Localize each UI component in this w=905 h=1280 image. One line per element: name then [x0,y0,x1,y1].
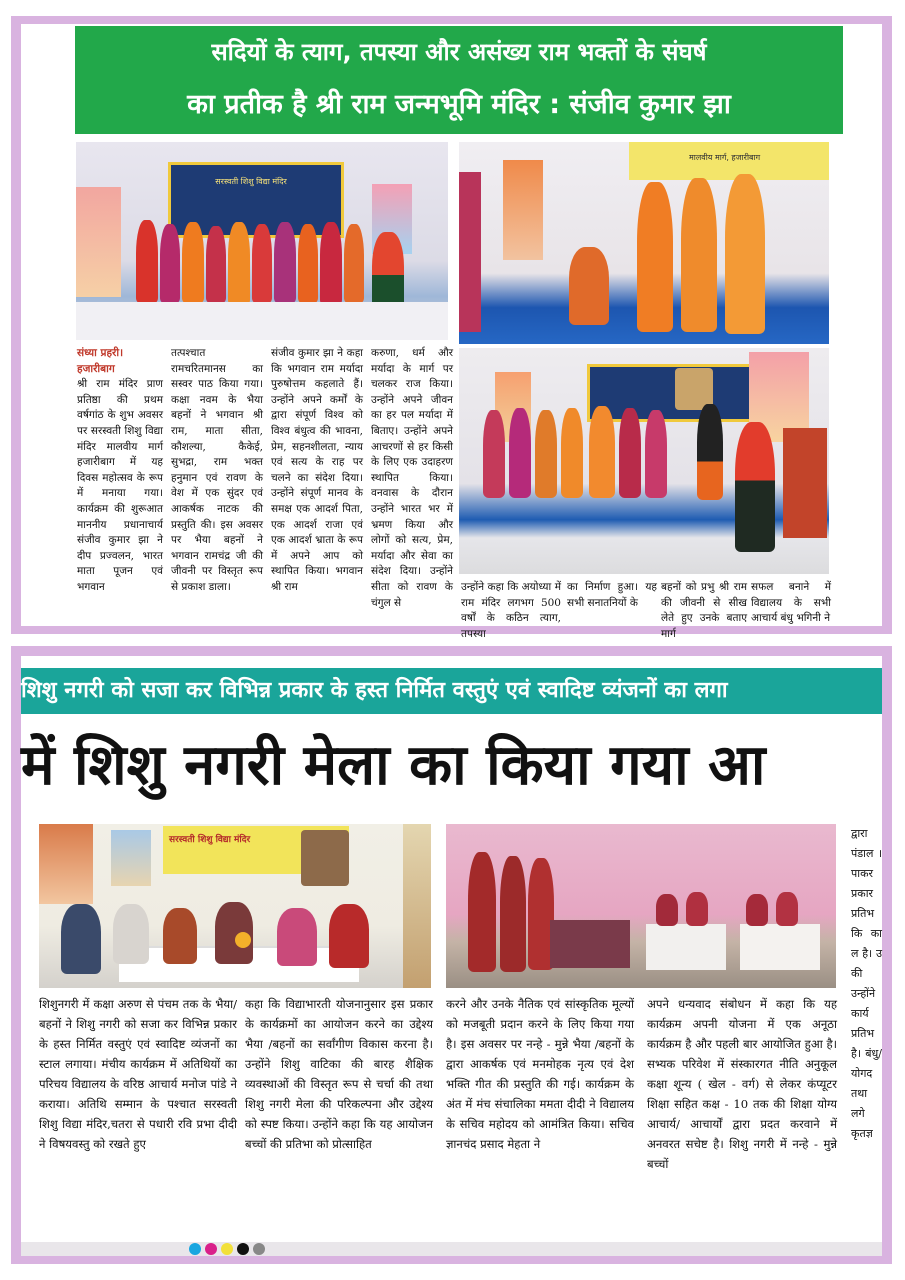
costume-figure [697,404,723,500]
wall-poster [76,187,121,297]
column-text: संजीव कुमार झा ने कहा कि भगवान राम मर्यादा पुरुषोत्तम कहलाते हैं। उन्होंने अपने कर्मों के द्वारा संपूर्ण विश्व को विश्व बंधुत्व की भावना, प्रेम, सहनशीलता, न्याय एवं सत्य के राह पर चलने का संदेश दिया। उन्होंने संपूर्ण मानव के समक्ष एक आदर्श पिता, एक आदर्श राजा एवं एक आदर्श भ्राता के रूप में अपने आप को स्थापित किया। भगवान श्री राम [271,347,363,593]
hanuman-figure [569,247,609,325]
column-text: अपने धन्यवाद संबोधन में कहा कि यह कार्यक्रम अपनी योजना में एक अनूठा कार्यक्रम है और पहली बार आयोजित हुआ है। सभ्यक परिवेश में संस्कारगत नीति अनुकूल कक्षा शून्य ( खेल - वर्ग) से लेकर कंप्यूटर शिक्षा सहित कक्ष - 10 तक की शिक्षा योग्य आचार्य/ आचार्यों द्वारा प्रदत करवाने में अनवरत सचेष्ट है। शिशु नगरी में नन्हे - मुन्ने बच्चों [647,997,837,1171]
ram-portrait [301,830,349,886]
costume-figure [274,222,296,304]
costume-figure [619,408,641,498]
dignitaries-photo [39,824,431,988]
seated-guest [113,904,149,964]
side-poster [403,824,431,988]
clipping-paper-bottom [21,656,882,1256]
stage-floor [76,302,448,340]
column-text: कहा कि विद्याभारती योजनानुसार इस प्रकार के कार्यक्रमों का आयोजन करने का उद्देश्य भैया /बहनों का सर्वांगीण विकास करना है। उन्होंने शिशु वाटिका की बारह शैक्षिक व्यवस्थाओं की विस्तृत रूप से चर्चा की तथा शिशु नगरी मेला की परिकल्पना और उद्देश्य को स्पष्ट किया। उन्होंने कहा कि यह आयोजन बच्चों की प्रतिभा को प्रोत्साहित [245,997,433,1151]
costume-figure [645,410,667,498]
column-text: बहनों को प्रभु श्री राम की जीवनी से सीख लेते हुए उनके बताए मार्ग [661,581,747,640]
costume-figure [136,220,158,304]
dateline-place: हजारीबाग [77,362,115,375]
seated-guest [163,908,197,964]
column-text: करने और उनके नैतिक एवं सांस्कृतिक मूल्यों को मजबूती प्रदान करने के लिए किया गया है। इस अवसर पर नन्हे - मुन्ने भैया /बहनों के द्वारा आकर्षक एवं मनमोहक नृत्य एवं देश भक्ति गीत की प्रस्तुति की गई। कार्यक्रम के अंत में मंच संचालिका ममता दीदी ने विद्यालय के सचिव महोदय को आमंत्रित किया। सचिव ज्ञानचंद प्रसाद मेहता ने [446,997,634,1151]
fair-edge-column [851,824,882,1256]
costume-figure [735,422,775,552]
bottom-column-3 [661,580,747,640]
student-figure [500,856,526,972]
costume-figure [483,410,505,498]
costume-figure [252,224,272,304]
stage-banner-label: सरस्वती शिशु विद्या मंदिर [215,177,287,186]
stall-table [646,924,726,970]
student-figure [686,892,708,926]
costume-figure [344,224,364,304]
clipping-paper-top [21,24,882,640]
sub-headline: शिशु नगरी को सजा कर विभिन्न प्रकार के हस्त निर्मित वस्तुएं एवं स्वादिष्ट व्यंजनों का लगा [21,668,882,714]
fair-stalls-photo [446,824,836,988]
student-figure [656,894,678,926]
seated-guest [61,904,101,974]
costume-figure [535,410,557,498]
flower-vase [235,932,251,948]
student-figure [776,892,798,926]
wall-poster [39,824,93,904]
column-text: उन्होंने कहा कि अयोध्या में राम मंदिर लगभग 500 वर्षों के कठिन त्याग, तपस्या [461,581,561,640]
column-text: तत्पश्चात रामचरितमानस का सस्वर पाठ किया गया। कक्षा नवम के भैया बहनों ने भगवान श्री राम, माता सीता, कौशल्या, कैकेई, सुभद्रा, राम भक्त हनुमान एवं रावण के वेश में एक सुंदर एवं आकर्षक नाटक की प्रस्तुति की। इस अवसर पर भैया बहनों ने भगवान रामचंद्र जी की जीवनी पर विस्तृत रूप से प्रकाश डाला। [171,347,263,593]
column-text: श्री राम मंदिर प्राण प्रतिष्ठा की प्रथम वर्षगांठ के शुभ अवसर पर सरस्वती शिशु विद्या मंदिर मालवीय मार्ग हजारीबाग में यह दिवस महोत्सव के रूप में मनाया गया। कार्यक्रम की शुरूआत माननीय प्रधानाचार्य संजीव कुमार झा ने दीप प्रज्वलन, भारत माता पूजन एवं भगवान [77,378,163,593]
costume-figure [589,406,615,498]
article-column-3 [271,346,363,628]
fair-column-3 [446,994,634,1256]
banner-text: सरस्वती शिशु विद्या मंदिर [169,835,251,845]
column-text: करुणा, धर्म और मर्यादा के मार्ग पर चलकर राज किया। उन्होंने अपने जीवन का हर पल मर्यादा में बिताए। उन्होंने अपने आचरणों से हर किसी के लिए एक उदाहरण स्थापित किया। वनवास के दौरान उन्होंने भारत भर में भ्रमण किया और लोगों को सत्य, प्रेम, मर्यादा और सेवा का संदेश दिया। उन्होंने सीता को रावण के चंगुल से [371,347,453,609]
stage-drama-photo [459,348,829,574]
headline-line-1: सदियों के त्याग, तपस्या और असंख्य राम भक्तों के संघर्ष [211,38,707,66]
costume-figure [182,222,204,304]
registration-dot [205,1243,217,1255]
main-headline [75,26,843,134]
registration-dot [253,1243,265,1255]
banner-text: मालवीय मार्ग, हजारीबाग [689,153,761,162]
saffron-costume-figure [725,174,765,334]
costume-figure [206,226,226,304]
fair-column-1 [39,994,237,1256]
seated-guest [277,908,317,966]
stage-group-photo [76,142,448,340]
costume-figure [228,222,250,306]
student-figure [468,852,496,972]
clipping-frame-bottom [11,646,892,1264]
stage-banner-image [587,364,753,422]
column-text: सफल बनाने में विद्यालय के सभी आचार्य बंधु भगिनी ने [751,581,831,625]
decorated-stand [783,428,827,538]
registration-strip [21,1242,882,1256]
bottom-column-1 [461,580,561,640]
saffron-costume-figure [681,178,717,332]
registration-dot [237,1243,249,1255]
costume-figure [509,408,531,498]
saffron-costume-figure [637,182,673,332]
dateline-source: संध्या प्रहरी। [77,347,124,359]
costume-figure [298,224,318,304]
registration-dot [221,1243,233,1255]
curtain [459,172,481,332]
headline-line-2: का प्रतीक है श्री राम जन्मभूमि मंदिर : संजीव कुमार झा [187,89,731,120]
fair-column-2 [245,994,433,1256]
stall-table [550,920,630,968]
bottom-column-2 [567,580,657,626]
costume-figure [320,222,342,306]
ram-hanuman-photo [459,142,829,344]
fair-column-4 [647,994,837,1256]
column-text: द्वारा पंडाल । पाकर प्रकार प्रतिभ कि का ल है। उ की उन्होंने कार्य प्रतिभ है। बंधु/ योगद तथा लगे कृतज्ञ [851,827,882,1140]
wall-poster [503,160,543,260]
wall-poster [111,830,151,886]
costume-figure [160,224,180,304]
student-figure [746,894,768,926]
bottom-column-4 [751,580,831,626]
stall-table [740,924,820,970]
article-column-4 [371,346,453,628]
column-text: का निर्माण हुआ। यह सभी सनातनियों के [567,581,657,609]
costume-figure [561,408,583,498]
main-headline: में शिशु नगरी मेला का किया गया आ [21,733,766,798]
article-column-1 [77,346,163,628]
clipping-frame-top [11,16,892,640]
seated-guest [329,904,369,968]
registration-dot [189,1243,201,1255]
article-column-2 [171,346,263,628]
column-text: शिशुनगरी में कक्षा अरुण से पंचम तक के भैया/बहनों ने शिशु नगरी को सजा कर विभिन्न प्रकार के हस्त निर्मित वस्तुएं एवं स्वादिष्ट व्यंजनों का स्टाल लगाया। मंचीय कार्यक्रम में अतिथियों का परिचय विद्यालय के वरिष्ठ आचार्य मनोज पांडे ने कराया। अतिथि सम्मान के पश्चात सरस्वती शिशु विद्या मंदिर,चतरा से पधारी रवि प्रभा दीदी ने विषयवस्तु को रखते हुए [39,997,237,1151]
